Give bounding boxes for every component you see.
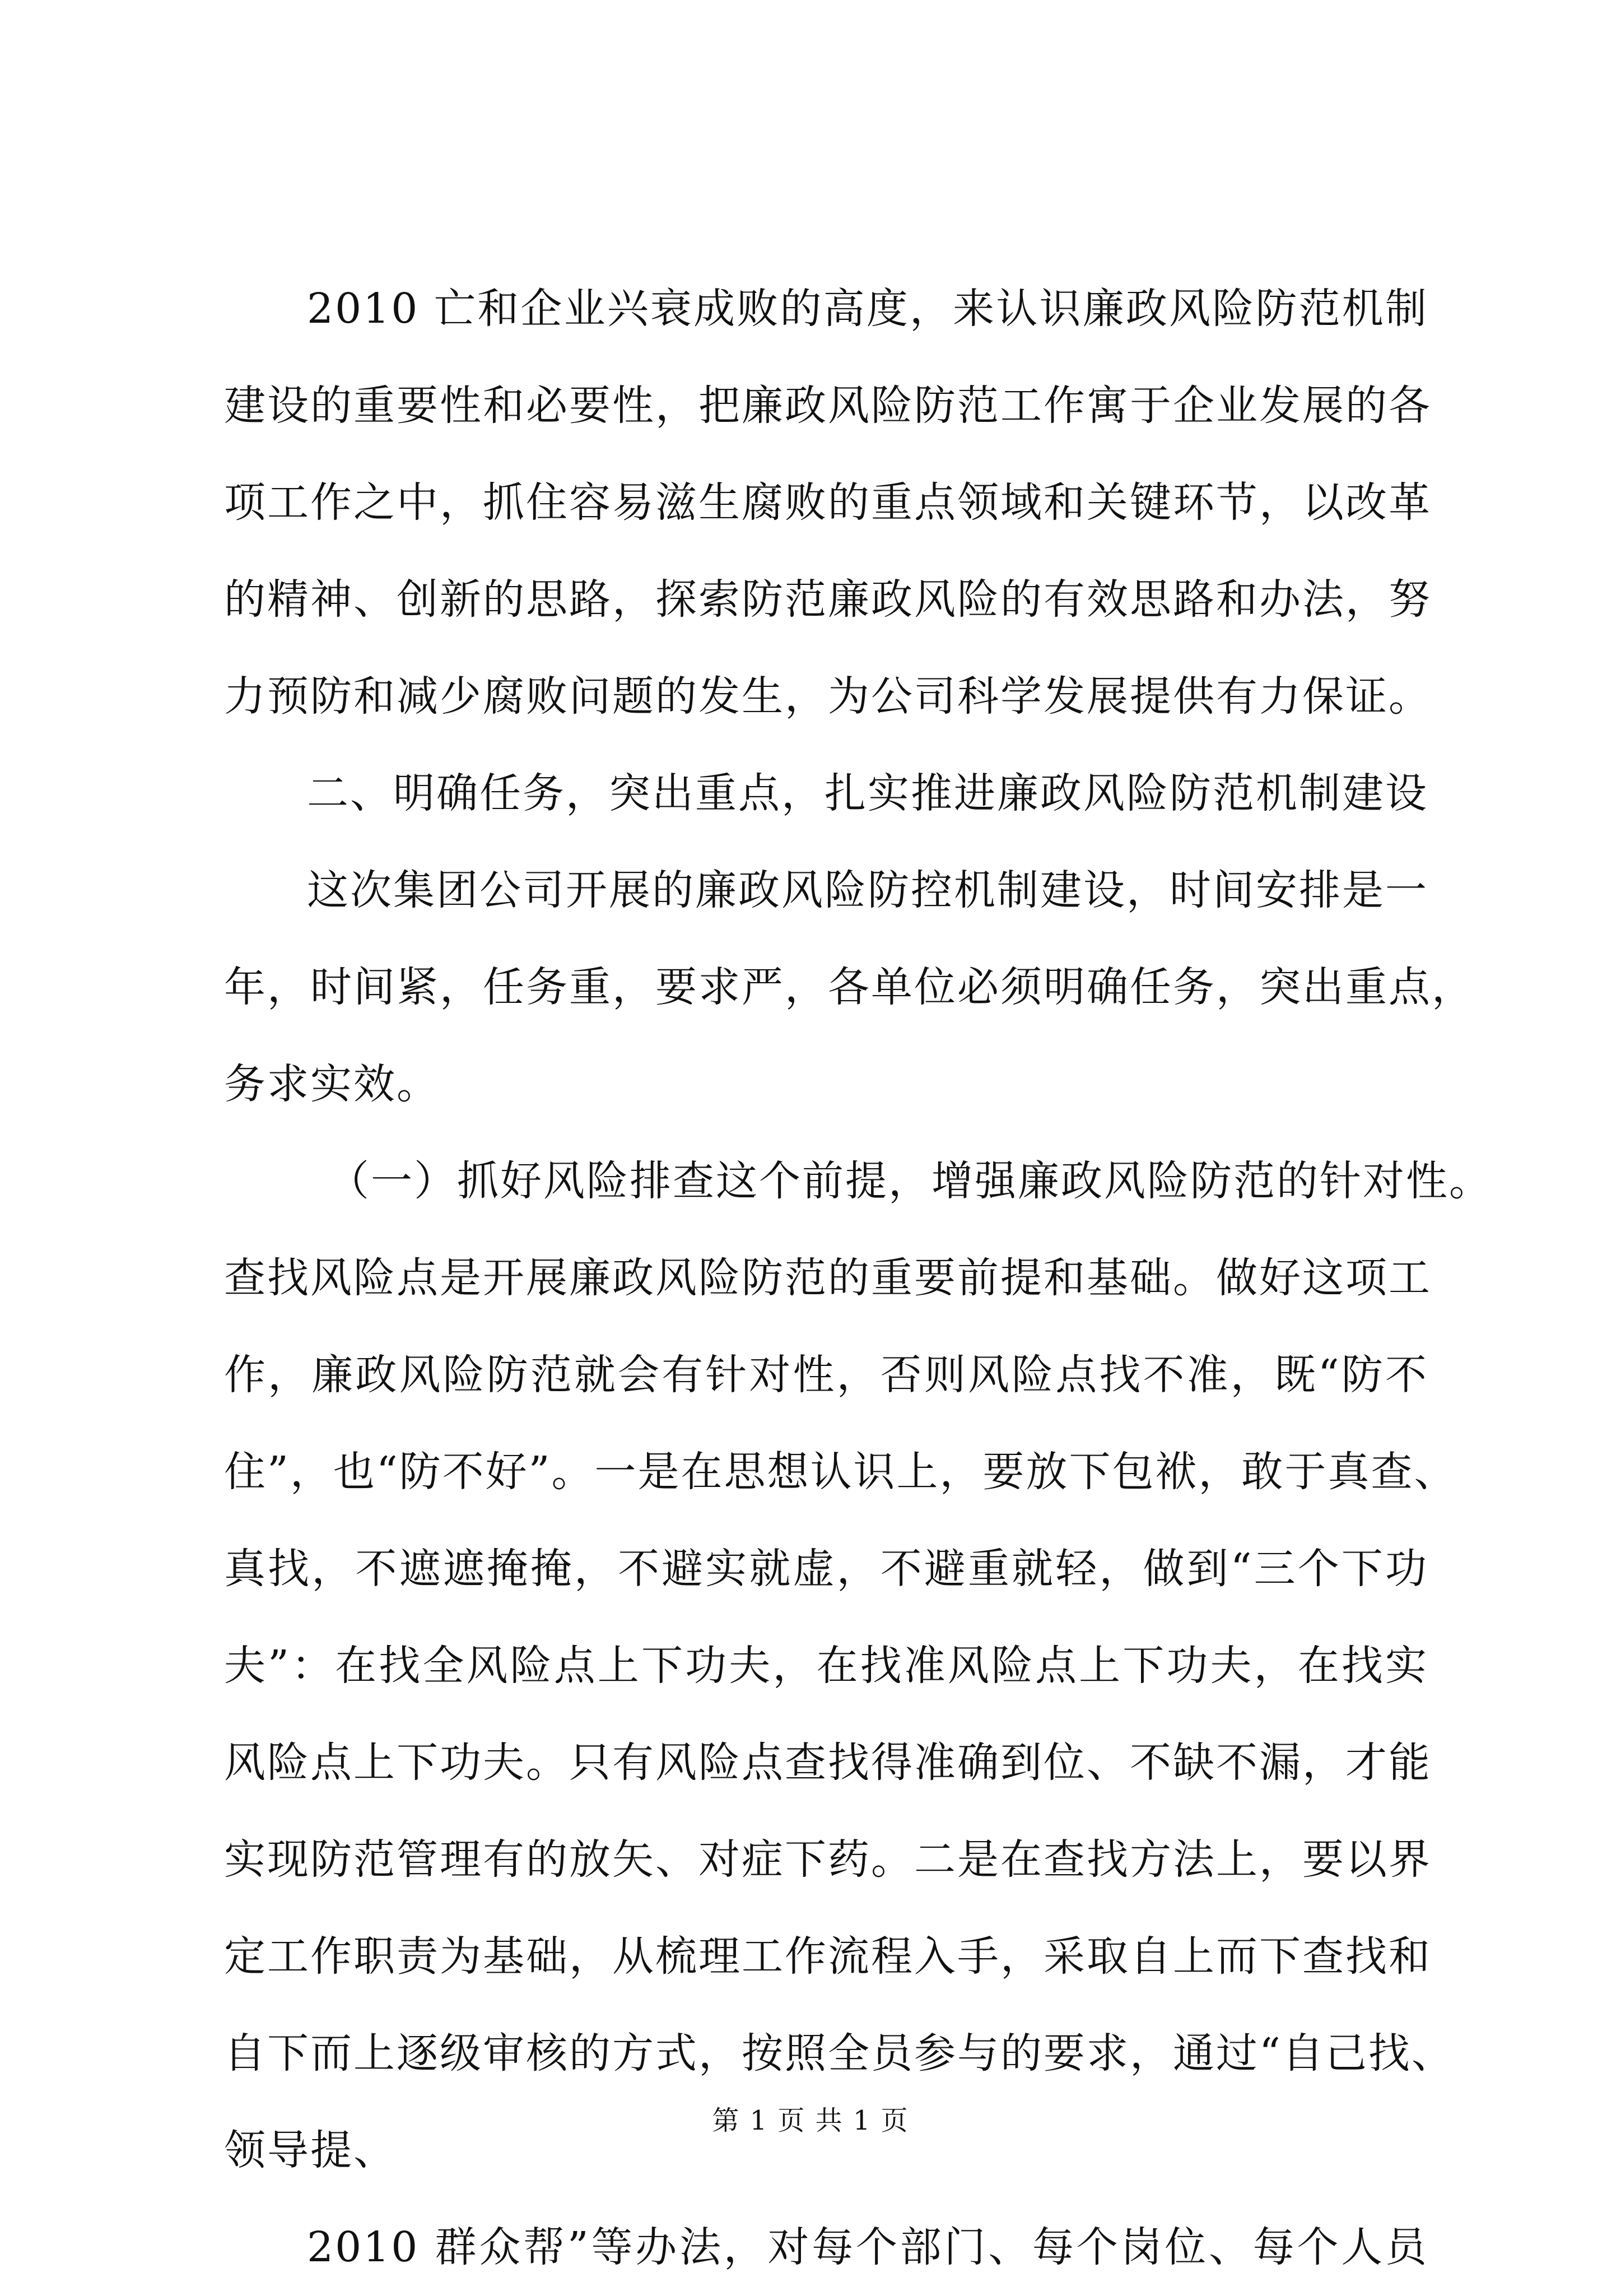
paragraph-line: 年，时间紧，任务重，要求严，各单位必须明确任务，突出重点， [224,963,1475,1011]
paragraph-line: 查找风险点是开展廉政风险防范的重要前提和基础。做好这项工 [224,1254,1432,1302]
paragraph-line: 住”，也“防不好”。一是在思想认识上，要放下包袱，敢于真查、 [224,1448,1457,1496]
paragraph-line: 建设的重要性和必要性，把廉政风险防范工作寓于企业发展的各 [224,382,1432,430]
document-body [224,261,1492,2296]
paragraph-line: 项工作之中，抓住容易滋生腐败的重点领域和关键环节，以改革 [224,478,1432,527]
paragraph-line: 务求实效。 [224,1060,440,1108]
paragraph-line: 真找，不遮遮掩掩，不避实就虚，不避重就轻，做到“三个下功 [224,1545,1428,1593]
section-heading: 二、明确任务，突出重点，扎实推进廉政风险防范机制建设 [307,769,1428,817]
paragraph-line: 实现防范管理有的放矢、对症下药。二是在查找方法上，要以界 [224,1835,1432,1884]
paragraph-line: 夫”：在找全风险点上下功夫，在找准风险点上下功夫，在找实 [224,1642,1428,1690]
paragraph-line: 这次集团公司开展的廉政风险防控机制建设，时间安排是一 [307,866,1428,914]
paragraph-line: 自下而上逐级审核的方式，按照全员参与的要求，通过“自己找、 [224,2029,1455,2077]
paragraph-line: 领导提、 [224,2126,397,2174]
paragraph-line: 风险点上下功夫。只有风险点查找得准确到位、不缺不漏，才能 [224,1739,1432,1787]
paragraph-line: 2010 亡和企业兴衰成败的高度，来认识廉政风险防范机制 [307,285,1428,333]
paragraph-line: 2010 群众帮”等办法，对每个部门、每个岗位、每个人员 [307,2223,1428,2271]
paragraph-line: 定工作职责为基础，从梳理工作流程入手，采取自上而下查找和 [224,1932,1432,1981]
page-footer: 第 1 页 共 1 页 [712,2105,909,2136]
paragraph-line: 力预防和减少腐败问题的发生，为公司科学发展提供有力保证。 [224,672,1432,721]
paragraph-line: 作，廉政风险防范就会有针对性，否则风险点找不准，既“防不 [224,1351,1428,1399]
subsection-heading: （一）抓好风险排查这个前提，增强廉政风险防范的针对性。 [328,1157,1492,1205]
paragraph-line: 的精神、创新的思路，探索防范廉政风险的有效思路和办法，努 [224,575,1432,624]
